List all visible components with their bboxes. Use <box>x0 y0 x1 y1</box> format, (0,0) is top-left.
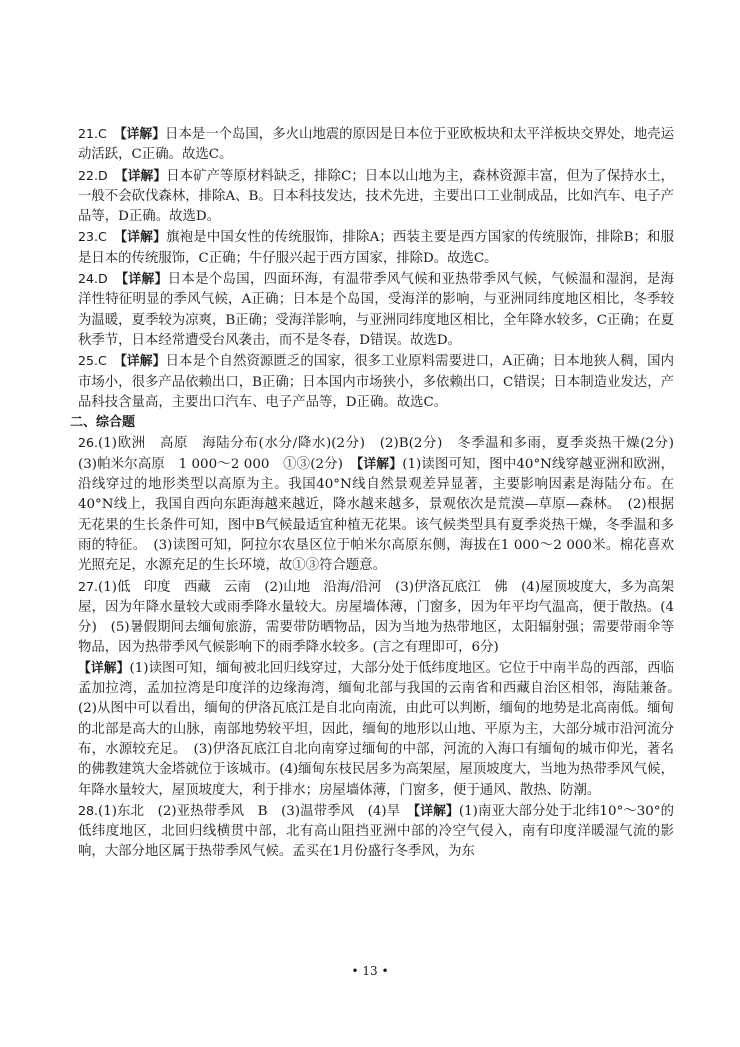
answer-item-25 <box>78 351 674 413</box>
explanation-tag: 【详解】 <box>121 272 168 288</box>
explanation-text: 日本是个自然资源匮乏的国家，很多工业原料需要进口，A正确；日本地狭人稠，国内市场小，很多产品依赖出口，B正确；日本国内市场狭小，多依赖出口，C错误；日本制造业发达，产品科技含量高，主要出口汽车、电子产品等，D正确。故选C。 <box>78 354 675 410</box>
answer-item-27 <box>78 577 674 659</box>
question-number: 25.C <box>78 353 107 369</box>
explanation-tag: 【详解】 <box>413 803 459 819</box>
explanation-text: (1)读图可知，图中40°N线穿越亚洲和欧洲，沿线穿过的地形类型以高原为主。我国40°N线自然景观差异显著，主要影响因素是海陆分布。在40°N线上，我国自西向东距海越来越近，降水越来越多，景观依次是荒漠—草原—森林。 (2)根据无花果的生长条件可知，图中B气候最适宜种植无花果。该气候类型具有夏季炎热干燥，冬季温和多雨的特征。 (3)读图可知，阿拉尔农垦区位于帕米尔高原东侧，海拔在1 000～2 000米。棉花喜欢光照充足，水源充足的生长环境，故①③符合题意。 <box>78 456 675 574</box>
answer-page <box>70 124 688 863</box>
question-number: 28. <box>78 802 99 818</box>
question-number: 21.C <box>78 126 107 141</box>
answer-text: (1)低 印度 西藏 云南 (2)山地 沿海/沿河 (3)伊洛瓦底江 佛 (4)屋顶坡度大，多为高架屋，因为年降水量较大或雨季降水量较大。房屋墙体薄，门窗多，因为年平均气温高，便于散热。(4分) (5)暑假期间去缅甸旅游，需要带防晒物品，因为当地为热带地区，太阳辐射强；需要带雨伞等物品，因为热带季风气候影响下的雨季降水较多。(言之有理即可，6分) <box>78 579 674 656</box>
explanation-tag: 【详解】 <box>78 660 130 676</box>
explanation-text: 日本是个岛国，四面环海，有温带季风气候和亚热带季风气候，气候温和湿润，是海洋性特征明显的季风气候，A正确；日本是个岛国，受海洋的影响，与亚洲同纬度地区相比，冬季较为温暖，夏季较为凉爽，B正确；受海洋影响，与亚洲同纬度地区相比，全年降水较多，C正确；在夏秋季节，日本经常遭受台风袭击，而不是冬春，D错误。故选D。 <box>78 272 675 348</box>
explanation-text: 旗袍是中国女性的传统服饰，排除A；西装主要是西方国家的传统服饰，排除B；和服是日本的传统服饰，C正确；牛仔服兴起于西方国家，排除D。故选C。 <box>78 230 675 266</box>
explanation-tag: 【详解】 <box>120 127 166 142</box>
explanation-text: (1)南亚大部分处于北纬10°～30°的低纬度地区，北回归线横贯中部，北有高山阻挡亚洲中部的冷空气侵入，南有印度洋暖湿气流的影响，大部分地区属于热带季风气候。孟买在1月份盛行冬季风，为东 <box>78 803 674 860</box>
page-number: • 13 • <box>351 964 389 978</box>
answer-item-24 <box>78 269 674 351</box>
question-number: 27. <box>78 578 99 594</box>
answer-item-22 <box>78 166 674 228</box>
answer-item-26 <box>78 433 688 576</box>
question-number: 22.D <box>78 167 108 183</box>
question-number: 24.D <box>78 271 108 287</box>
explanation-text: 日本矿产等原材料缺乏，排除C；日本以山地为主，森林资源丰富，但为了保持水土，一般不会砍伐森林，排除A、B。日本科技发达，技术先进，主要出口工业制成品，比如汽车、电子产品等，D正确。故选D。 <box>78 168 674 225</box>
explanation-text: 日本是一个岛国，多火山地震的原因是日本位于亚欧板块和太平洋板块交界处，地壳运动活跃，C正确。故选C。 <box>78 127 675 163</box>
answer-item-27-explanation <box>78 659 688 801</box>
explanation-tag: 【详解】 <box>356 456 403 472</box>
answer-item-28 <box>78 801 674 863</box>
section-heading: 二、综合题 <box>70 415 136 431</box>
answer-text: (1)欧洲 高原 海陆分布(水分/降水)(2分) (2)B(2分) 冬季温和多雨，夏季炎热干燥(2分) (3)帕米尔高原 1 000～2 000 ①③(2分) <box>78 436 688 472</box>
explanation-text: (1)读图可知，缅甸被北回归线穿过，大部分处于低纬度地区。它位于中南半岛的西部，西临孟加拉湾，孟加拉湾是印度洋的边缘海湾，缅甸北部与我国的云南省和西藏自治区相邻，海陆兼备。 (2)从图中可以看出，缅甸的伊洛瓦底江是自北向南流，由此可以判断，缅甸的地势是北高南低。缅甸的北部是高大的山脉，南部地势较平坦，因此，缅甸的地形以山地、平原为主，大部分城市沿河流分布，水源较充足。 (3)伊洛瓦底江自北向南穿过缅甸的中部，河流的入海口有缅甸的城市仰光，著名的佛教建筑大金塔就位于该城市。(4)缅甸东枝民居多为高架屋，屋顶坡度大，当地为热带季风气候，年降水量较大，屋顶坡度大，利于排水；房屋墙体薄，门窗多，便于通风、散热、防潮。 <box>78 660 688 798</box>
question-number: 23.C <box>78 229 107 245</box>
explanation-tag: 【详解】 <box>120 230 167 246</box>
explanation-tag: 【详解】 <box>120 354 166 370</box>
answer-item-21 <box>78 124 674 166</box>
question-number: 26. <box>78 435 99 451</box>
explanation-tag: 【详解】 <box>121 168 167 184</box>
answer-text: (1)东北 (2)亚热带季风 B (3)温带季风 (4)旱 <box>98 803 401 819</box>
answer-item-23 <box>78 227 674 269</box>
